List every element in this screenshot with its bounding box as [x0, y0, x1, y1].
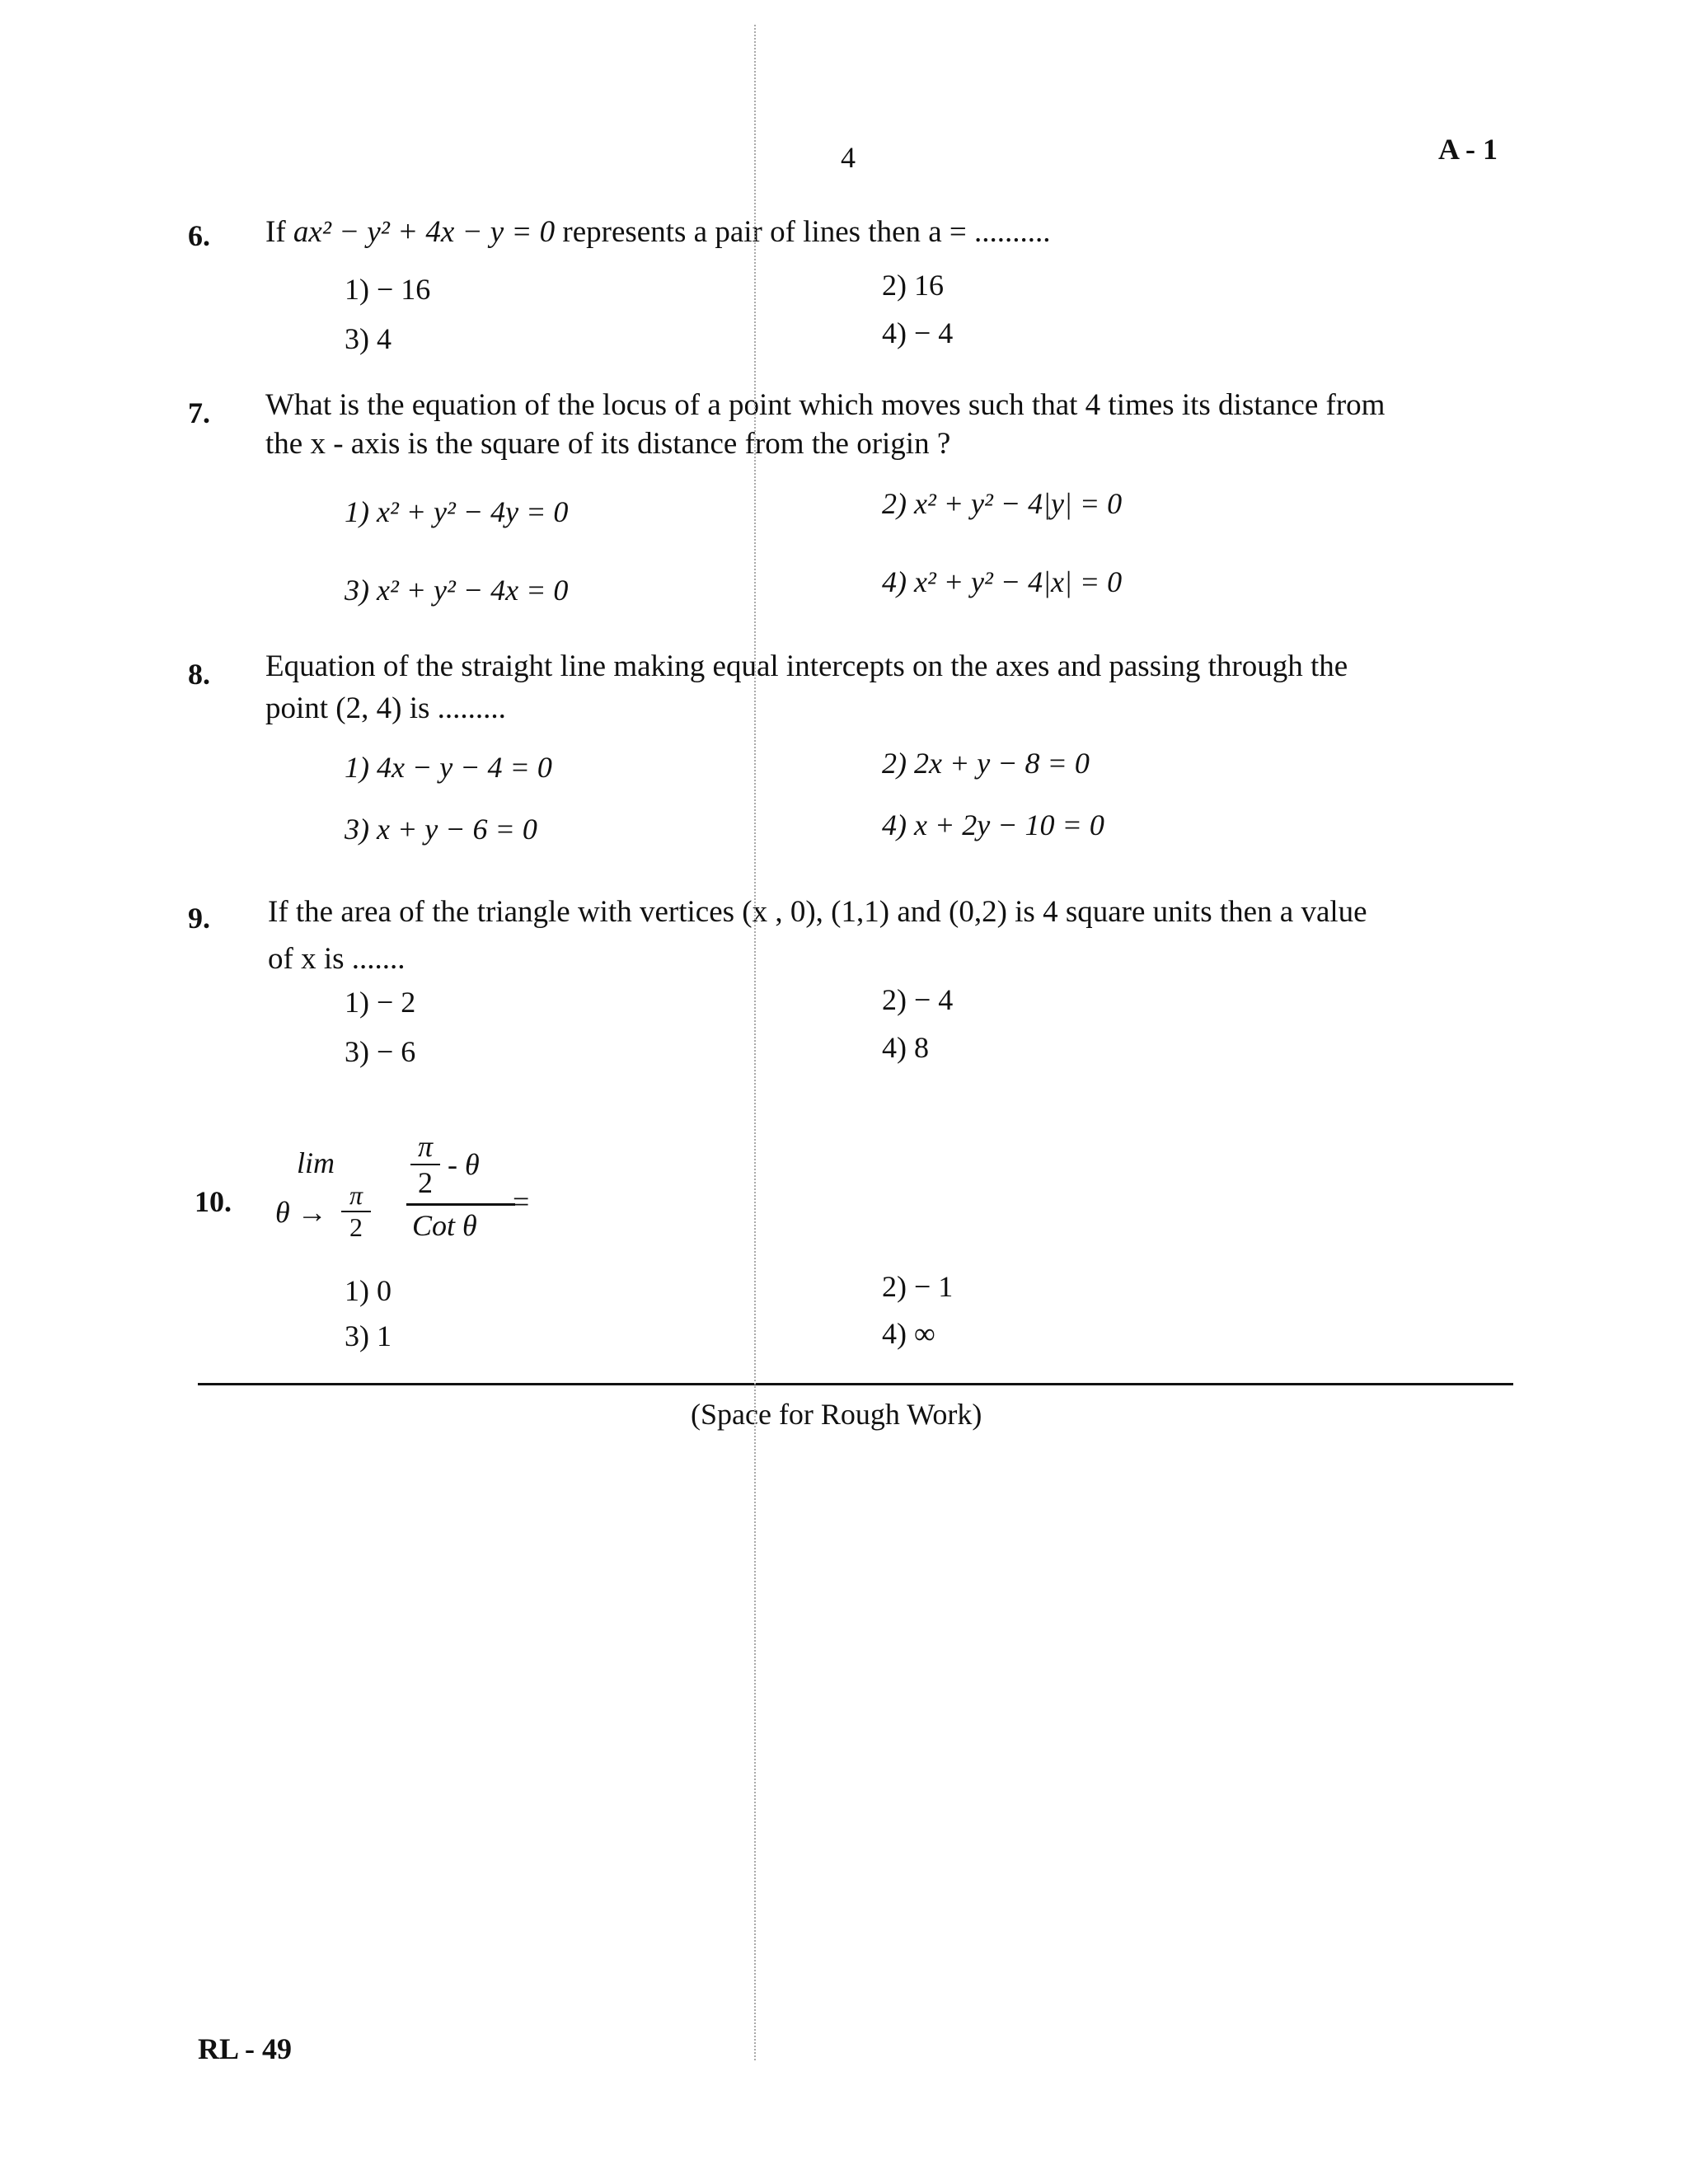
question-10-option-2[interactable]: 2) − 1	[882, 1270, 954, 1303]
question-10-option-3[interactable]: 3) 1	[345, 1319, 392, 1352]
question-6-text: If ax² − y² + 4x − y = 0 represents a pair of lines then a = ..........	[265, 215, 1051, 249]
question-8-option-1[interactable]: 1) 4x − y − 4 = 0	[345, 751, 552, 784]
question-9-text-line-1: If the area of the triangle with vertices (x , 0), (1,1) and (0,2) is 4 square units then a value	[268, 895, 1367, 929]
lim-equals: =	[513, 1185, 530, 1218]
question-6-option-1[interactable]: 1) − 16	[345, 273, 431, 306]
page-number: 4	[841, 141, 856, 174]
question-7-text-line-1: What is the equation of the locus of a point which moves such that 4 times its distance from	[265, 388, 1386, 422]
divider-line	[198, 1383, 1513, 1385]
question-9-option-1[interactable]: 1) − 2	[345, 986, 416, 1019]
fraction-bar	[406, 1203, 515, 1206]
question-7-option-4[interactable]: 4) x² + y² − 4|x| = 0	[882, 565, 1123, 598]
question-8-text-line-2: point (2, 4) is .........	[265, 691, 506, 725]
page-footer-code: RL - 49	[198, 2032, 293, 2065]
question-9-option-2[interactable]: 2) − 4	[882, 983, 954, 1016]
paper-code: A - 1	[1438, 133, 1498, 166]
lim-numerator: $\frac{\pi}{2}$ - θ	[410, 1129, 480, 1200]
lim-denominator: Cot θ	[412, 1209, 477, 1242]
lim-subscript-fraction: π 2	[341, 1180, 371, 1243]
question-6-number: 6.	[188, 219, 210, 252]
lim-arrow: θ →	[275, 1196, 327, 1229]
lim-label: lim	[297, 1146, 335, 1179]
question-7-option-1[interactable]: 1) x² + y² − 4y = 0	[345, 495, 569, 528]
question-6-option-2[interactable]: 2) 16	[882, 269, 944, 302]
question-9-option-3[interactable]: 3) − 6	[345, 1035, 416, 1068]
question-8-option-3[interactable]: 3) x + y − 6 = 0	[345, 813, 537, 846]
question-7-text-line-2: the x - axis is the square of its distance from the origin ?	[265, 427, 951, 461]
question-6-option-4[interactable]: 4) − 4	[882, 316, 954, 349]
question-7-number: 7.	[188, 396, 210, 429]
question-9-option-4[interactable]: 4) 8	[882, 1031, 929, 1064]
question-7-option-3[interactable]: 3) x² + y² − 4x = 0	[345, 574, 569, 607]
question-6-option-3[interactable]: 3) 4	[345, 322, 392, 355]
rough-work-label: (Space for Rough Work)	[691, 1398, 982, 1431]
question-10-option-1[interactable]: 1) 0	[345, 1274, 392, 1307]
question-10-option-4[interactable]: 4) ∞	[882, 1317, 935, 1350]
question-8-option-4[interactable]: 4) x + 2y − 10 = 0	[882, 808, 1104, 841]
question-8-number: 8.	[188, 658, 210, 691]
question-9-text-line-2: of x is .......	[268, 942, 406, 976]
question-8-option-2[interactable]: 2) 2x + y − 8 = 0	[882, 747, 1090, 780]
question-9-number: 9.	[188, 902, 210, 935]
question-10-number: 10.	[195, 1185, 232, 1218]
question-8-text-line-1: Equation of the straight line making equal intercepts on the axes and passing through the	[265, 649, 1348, 683]
question-7-option-2[interactable]: 2) x² + y² − 4|y| = 0	[882, 487, 1123, 520]
fold-line	[754, 25, 756, 2060]
limit-expression	[272, 1129, 536, 1253]
